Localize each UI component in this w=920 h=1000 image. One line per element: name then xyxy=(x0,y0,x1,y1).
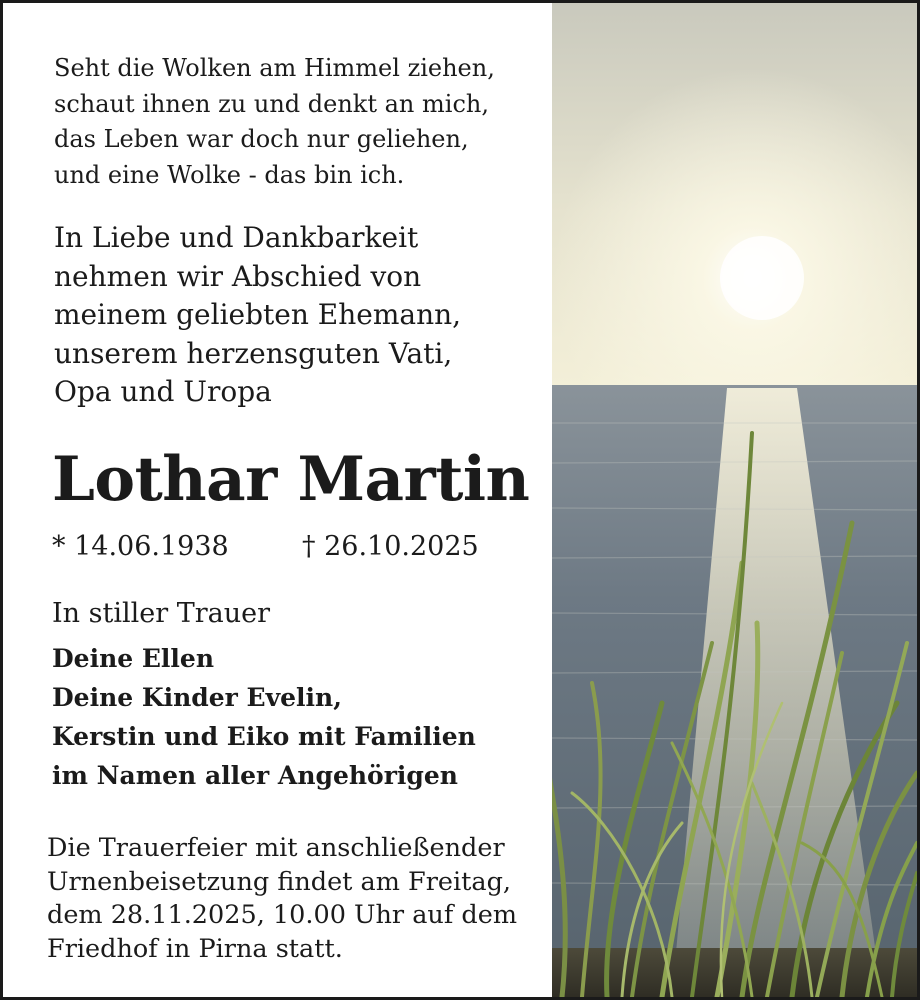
poem-line: schaut ihnen zu und denkt an mich, xyxy=(54,89,489,118)
mourner-line: im Namen aller Angehörigen xyxy=(52,761,458,790)
death-date: † 26.10.2025 xyxy=(302,531,479,562)
sunset-sea-image xyxy=(552,3,917,997)
funeral-notice xyxy=(47,832,517,966)
mourner-line: Deine Kinder Evelin, xyxy=(52,683,342,712)
mourner-line: Deine Ellen xyxy=(52,644,214,673)
intro-line: unserem herzensguten Vati, xyxy=(54,336,453,370)
intro-line: meinem geliebten Ehemann, xyxy=(54,298,462,331)
intro-line: nehmen wir Abschied von xyxy=(54,259,422,293)
notice-line: Friedhof in Pirna statt. xyxy=(47,933,343,964)
mourner-line: Kerstin und Eiko mit Familien xyxy=(52,722,476,751)
poem-line: das Leben war doch nur geliehen, xyxy=(54,125,469,153)
poem-verse xyxy=(54,51,495,193)
notice-line: dem 28.11.2025, 10.00 Uhr auf dem xyxy=(47,900,517,930)
mourners-list xyxy=(52,639,476,795)
notice-line: Urnenbeisetzung findet am Freitag, xyxy=(47,866,512,897)
intro-line: Opa und Uropa xyxy=(54,375,272,408)
birth-date: * 14.06.1938 xyxy=(52,531,229,562)
mourning-heading: In stiller Trauer xyxy=(52,598,271,629)
sunset-sea-photo xyxy=(552,3,917,997)
notice-line: Die Trauerfeier mit anschließender xyxy=(47,833,505,863)
deceased-name: Lothar Martin xyxy=(52,444,530,515)
poem-line: und eine Wolke - das bin ich. xyxy=(54,160,405,189)
poem-line: Seht die Wolken am Himmel ziehen, xyxy=(54,54,495,82)
text-column xyxy=(3,3,552,997)
farewell-intro xyxy=(54,219,461,412)
intro-line: In Liebe und Dankbarkeit xyxy=(54,221,419,254)
